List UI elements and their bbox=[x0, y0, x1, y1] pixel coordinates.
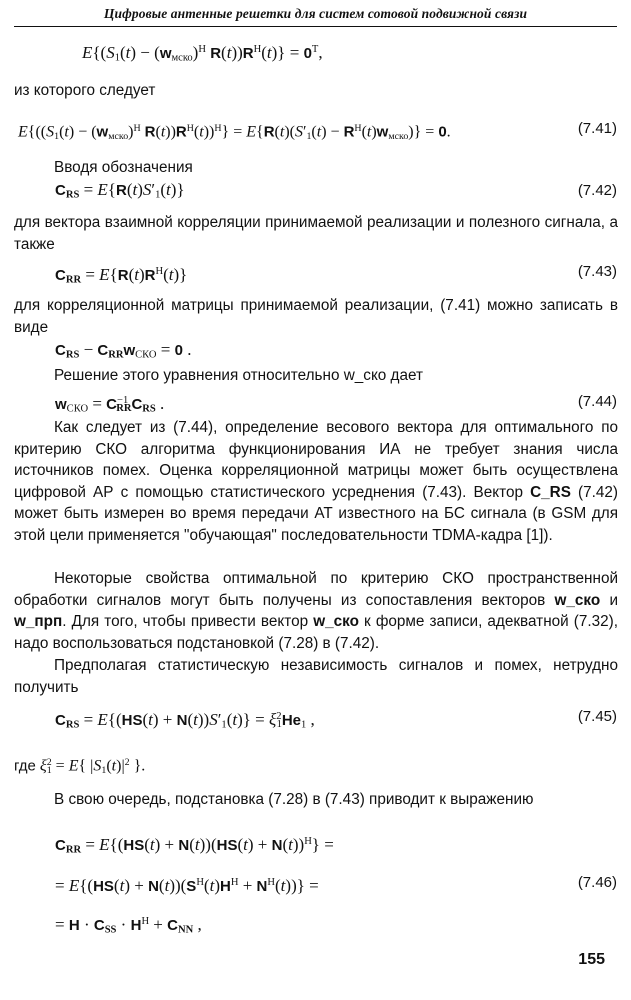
equation-7-41: $E\{((S_1(t) - (w_{мско})^H$ $R(t))R^H(t))^H\} = E\{R(t)(S'_1(t) - R^H(t)w_{мско})\} = 0$. bbox=[18, 123, 451, 142]
paragraph-nekot-part-c: к форме записи, адекватной (7.32), надо воспользоваться подстановкой (7.28) в (7.42). bbox=[14, 613, 618, 652]
eq-number-7-46: (7.46) bbox=[577, 874, 617, 891]
paragraph-kak-part-b: (7.42) может быть измерен во время передачи АТ известного на БС сигнала (в GSM для этой цели применяется "обучающая" последовательности TDMA-кадра [1]). bbox=[14, 483, 618, 544]
paragraph-vektor: для вектора взаимной корреляции принимаемой реализации и полезного сигнала, а также bbox=[14, 214, 618, 253]
equation-7-45: $C_{RS} = E\{(HS(t) + N(t))S'_1(t)\} = \xi^2_1He_1$ , bbox=[55, 709, 315, 731]
inline-w-prp: w_прп bbox=[14, 613, 63, 630]
paragraph-nekot-part-a: Некоторые свойства оптимальной по критерию СКО пространственной обработки сигналов могут быть получены из сопоставления векторов bbox=[14, 570, 618, 609]
paragraph-kak-sleduet bbox=[14, 417, 618, 546]
eq-number-7-41: (7.41) bbox=[577, 120, 617, 137]
eq-number-7-42: (7.42) bbox=[577, 182, 617, 199]
inline-w-sko: w_ско bbox=[554, 591, 601, 609]
equation-unnumbered: $C_{RS} - C_{RR}w_{СКО} = 0$ . bbox=[55, 340, 192, 361]
equation-xi: где $\xi^2_1 = E${ $|S_1(t)|^2$ }. bbox=[14, 757, 146, 776]
eq-number-7-45: (7.45) bbox=[577, 708, 617, 725]
page-number: 155 bbox=[578, 951, 605, 968]
equation-7-43: $C_{RR} = E\{R(t)R^H(t)\}$ bbox=[55, 264, 188, 286]
paragraph-kak-part-a: Как следует из (7.44), определение весового вектора для оптимального по критерию СКО алгоритма функционирования ИА не требует знания числа источников помех. Оценка корреляционной матрицы может быть осуществлена цифровой АР с помощью статистического усреднения (7.43). Вектор bbox=[14, 419, 618, 501]
equation-7-46-line3: = $H \cdot C_{SS} \cdot H^H + C_{NN}$ , bbox=[55, 914, 202, 936]
equation-7-42: $C_{RS} = E\{R(t)S'_1(t)\}$ bbox=[55, 180, 185, 201]
paragraph-svoyu: В свою очередь, подстановка (7.28) в (7.43) приводит к выражению bbox=[54, 791, 534, 808]
paragraph-reshenie: Решение этого уравнения относительно w_ско дает bbox=[54, 367, 423, 384]
inline-w-sko-2: w_ско bbox=[313, 613, 359, 630]
equation-7-46-line2: = $E\{(HS(t) + N(t))(S^H(t)H^H + N^H(t))\}$ = bbox=[55, 875, 319, 895]
equation-7-44: $w_{СКО} = C^{-1}_{RR}C_{RS}$ . bbox=[55, 393, 165, 415]
paragraph-nekotorye bbox=[14, 568, 618, 654]
paragraph-vvodya: Вводя обозначения bbox=[54, 159, 193, 176]
running-header: Цифровые антенные решетки для систем сотовой подвижной связи bbox=[14, 4, 617, 27]
eq-number-7-43: (7.43) bbox=[577, 263, 617, 280]
equation-0: $E\{(S_1(t) - (w_{мско})^H$ $R(t))R^H(t)\} = 0^T$, bbox=[82, 42, 323, 64]
paragraph-sleduet: из которого следует bbox=[14, 82, 156, 99]
paragraph-nekot-part-b: . Для того, чтобы привести вектор bbox=[62, 613, 314, 630]
inline-c-rs: C_RS bbox=[530, 483, 571, 501]
paragraph-matrix: для корреляционной матрицы принимаемой реализации, (7.41) можно записать в виде bbox=[14, 297, 618, 336]
eq-number-7-44: (7.44) bbox=[577, 393, 617, 410]
paragraph-predpolagaya: Предполагая статистическую независимость сигналов и помех, нетрудно получить bbox=[14, 657, 618, 696]
paragraph-nekot-and: и bbox=[600, 591, 618, 609]
equation-7-46-line1: $C_{RR} = E\{(HS(t) + N(t))(HS(t) + N(t))^H\}$ = bbox=[55, 834, 334, 856]
